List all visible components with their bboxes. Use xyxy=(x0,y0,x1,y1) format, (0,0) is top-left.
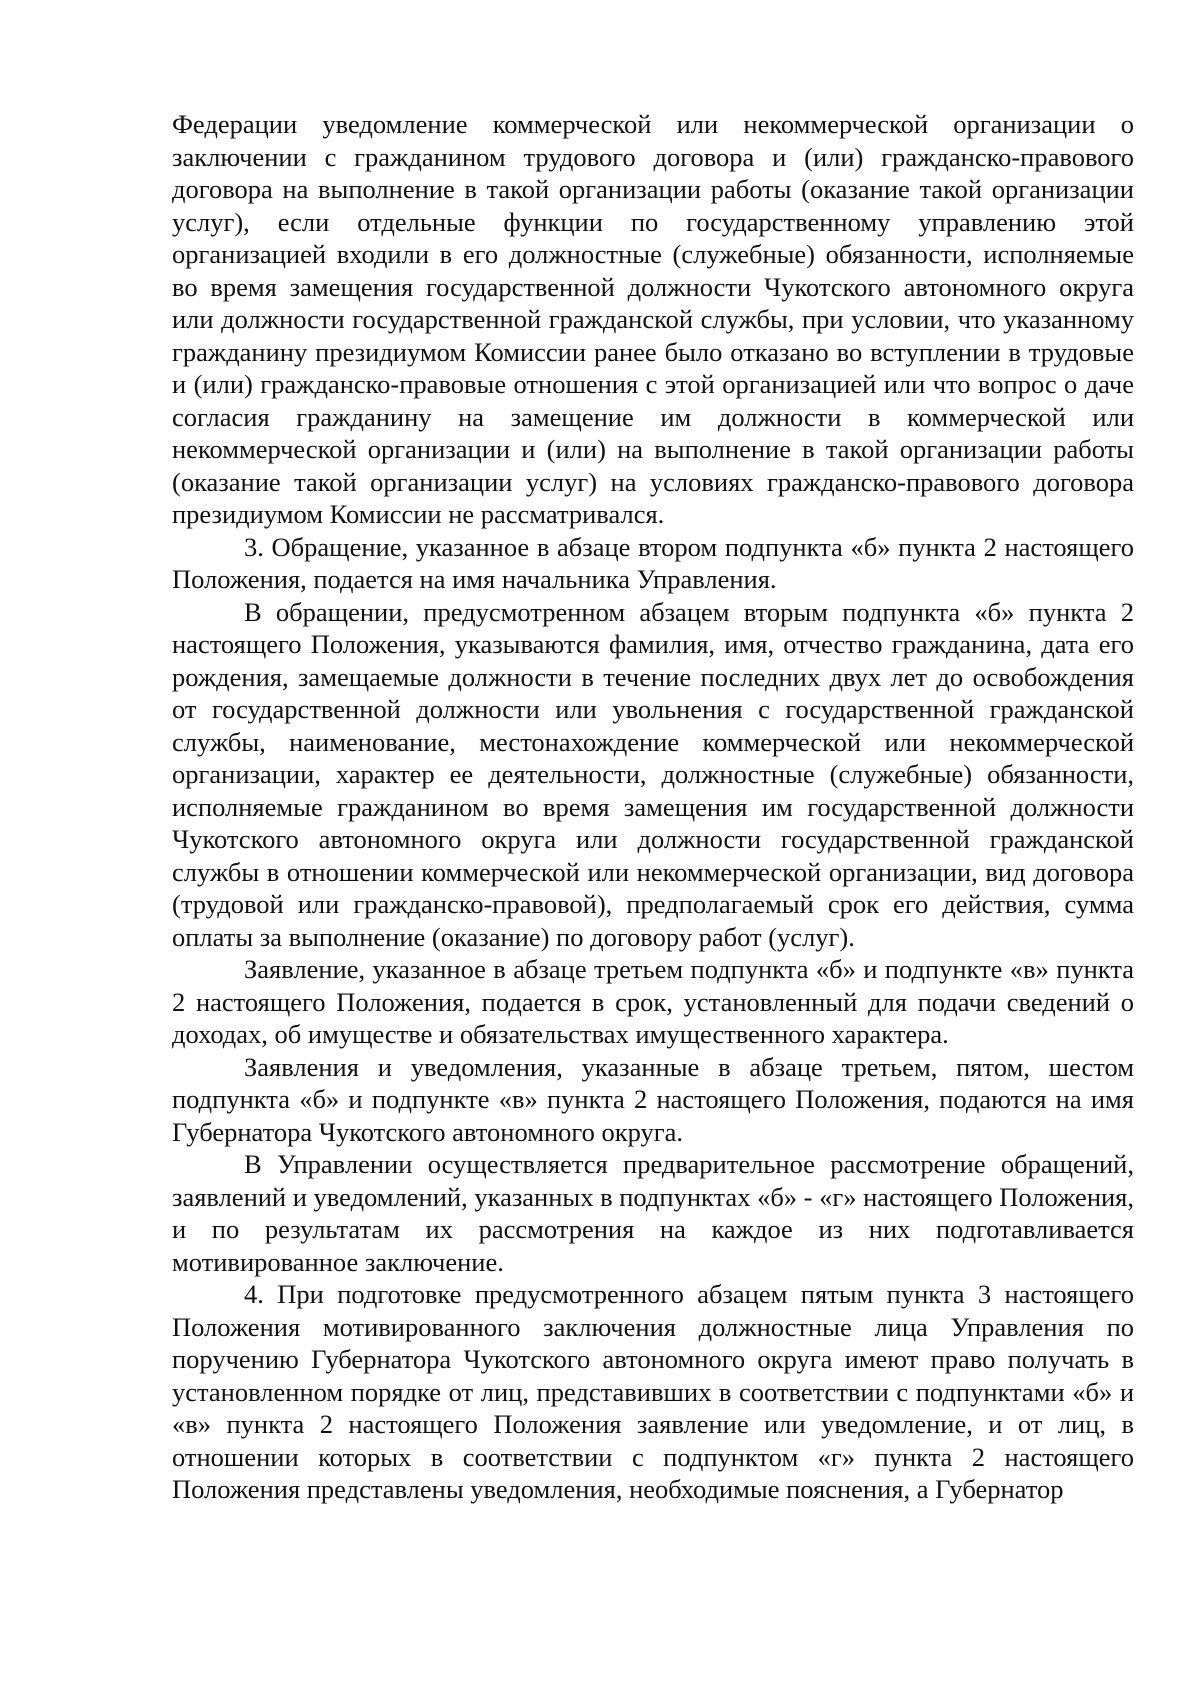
paragraph-appeal-contents: В обращении, предусмотренном абзацем вторым подпункта «б» пункта 2 настоящего Положения, указываются фамилия, имя, отчество гражданина, дата его рождения, замещаемые должности в течение последних двух лет до освобождения от государственной должности или увольнения с государственной гражданской службы, наименование, местонахождение коммерческой или некоммерческой организации, характер ее деятельности, должностные (служебные) обязанности, исполняемые гражданином во время замещения им государственной должности Чукотского автономного округа или должности государственной гражданской службы в отношении коммерческой или некоммерческой организации, вид договора (трудовой или гражданско-правовой), предполагаемый срок его действия, сумма оплаты за выполнение (оказание) по договору работ (услуг). xyxy=(172,596,1134,952)
paragraph-clause-3: 3. Обращение, указанное в абзаце втором подпункта «б» пункта 2 настоящего Положения, подается на имя начальника Управления. xyxy=(172,531,1134,594)
paragraph-addressee-governor: Заявления и уведомления, указанные в абзаце третьем, пятом, шестом подпункта «б» и подпункте «в» пункта 2 настоящего Положения, подаются на имя Губернатора Чукотского автономного округа. xyxy=(172,1051,1134,1147)
paragraph-continuation: Федерации уведомление коммерческой или некоммерческой организации о заключении с гражданином трудового договора и (или) гражданско-правового договора на выполнение в такой организации работы (оказание такой организации услуг), если отдельные функции по государственному управлению этой организацией входили в его должностные (служебные) обязанности, исполняемые во время замещения государственной должности Чукотского автономного округа или должности государственной гражданской службы, при условии, что указанному гражданину президиумом Комиссии ранее было отказано во вступлении в трудовые и (или) гражданско-правовые отношения с этой организацией или что вопрос о даче согласия гражданину на замещение им должности в коммерческой или некоммерческой организации и (или) на выполнение в такой организации работы (оказание такой организации услуг) на условиях гражданско-правового договора президиумом Комиссии не рассматривался. xyxy=(172,109,1134,529)
paragraph-clause-4: 4. При подготовке предусмотренного абзацем пятым пункта 3 настоящего Положения мотивированного заключения должностные лица Управления по поручению Губернатора Чукотского автономного округа имеют право получать в установленном порядке от лиц, представивших в соответствии с подпунктами «б» и «в» пункта 2 настоящего Положения заявление или уведомление, и от лиц, в отношении которых в соответствии с подпунктом «г» пункта 2 настоящего Положения представлены уведомления, необходимые пояснения, а Губернатор xyxy=(172,1279,1134,1504)
paragraph-application-deadline: Заявление, указанное в абзаце третьем подпункта «б» и подпункте «в» пункта 2 настоящего Положения, подается в срок, установленный для подачи сведений о доходах, об имуществе и обязательствах имущественного характера. xyxy=(172,954,1134,1049)
paragraph-preliminary-review: В Управлении осуществляется предварительное рассмотрение обращений, заявлений и уведомлений, указанных в подпунктах «б» - «г» настоящего Положения, и по результатам их рассмотрения на каждое из них подготавливается мотивированное заключение. xyxy=(172,1149,1134,1277)
document-page xyxy=(172,108,1134,1506)
